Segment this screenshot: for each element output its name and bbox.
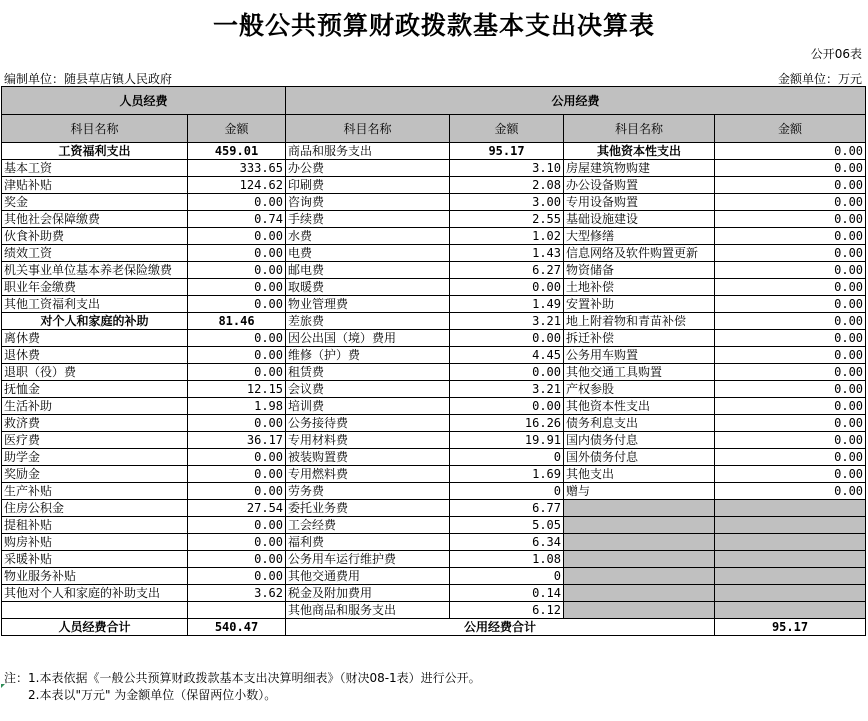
personnel-amount-cell: 0.00 xyxy=(188,534,286,551)
personnel-subject-cell: 其他社会保障缴费 xyxy=(2,211,188,228)
public-amount-cell: 16.26 xyxy=(450,415,564,432)
empty-cell xyxy=(715,517,866,534)
public-subject-cell: 专用燃料费 xyxy=(286,466,450,483)
personnel-amount-cell: 0.00 xyxy=(188,279,286,296)
personnel-amount-cell: 0.00 xyxy=(188,296,286,313)
personnel-amount-cell: 27.54 xyxy=(188,500,286,517)
table-row xyxy=(2,228,866,245)
public-amount-cell: 0.00 xyxy=(450,279,564,296)
public-subject-cell: 会议费 xyxy=(286,381,450,398)
table-row xyxy=(2,500,866,517)
public-amount-cell: 1.69 xyxy=(450,466,564,483)
table-row xyxy=(2,279,866,296)
personnel-subject-cell: 生产补贴 xyxy=(2,483,188,500)
public-subject-cell: 邮电费 xyxy=(286,262,450,279)
personnel-subject-cell: 对个人和家庭的补助 xyxy=(2,313,188,330)
capital-subject-cell: 信息网络及软件购置更新 xyxy=(564,245,715,262)
empty-cell xyxy=(715,500,866,517)
capital-subject-cell: 物资储备 xyxy=(564,262,715,279)
capital-amount-cell: 0.00 xyxy=(715,466,866,483)
table-row xyxy=(2,517,866,534)
capital-subject-cell: 国外债务付息 xyxy=(564,449,715,466)
capital-amount-cell: 0.00 xyxy=(715,415,866,432)
public-amount-cell: 2.55 xyxy=(450,211,564,228)
personnel-subject-cell: 住房公积金 xyxy=(2,500,188,517)
org-label: 编制单位：随县草店镇人民政府 xyxy=(4,72,173,86)
public-section-header: 公用经费 xyxy=(286,87,866,115)
public-amount-cell: 3.21 xyxy=(450,381,564,398)
table-row xyxy=(2,432,866,449)
capital-amount-cell: 0.00 xyxy=(715,483,866,500)
personnel-amount-cell: 0.00 xyxy=(188,466,286,483)
table-row xyxy=(2,381,866,398)
footnotes xyxy=(4,670,481,704)
capital-amount-cell: 0.00 xyxy=(715,194,866,211)
capital-subject-cell: 赠与 xyxy=(564,483,715,500)
personnel-subject-cell: 助学金 xyxy=(2,449,188,466)
empty-cell xyxy=(564,500,715,517)
capital-amount-cell: 0.00 xyxy=(715,143,866,160)
capital-subject-cell: 国内债务付息 xyxy=(564,432,715,449)
public-amount-cell: 1.49 xyxy=(450,296,564,313)
capital-subject-cell: 地上附着物和青苗补偿 xyxy=(564,313,715,330)
personnel-subject-cell: 其他对个人和家庭的补助支出 xyxy=(2,585,188,602)
capital-subject-cell: 拆迁补偿 xyxy=(564,330,715,347)
capital-subject-cell: 其他支出 xyxy=(564,466,715,483)
col-header-amount: 金额 xyxy=(188,115,286,143)
personnel-subject-cell: 其他工资福利支出 xyxy=(2,296,188,313)
personnel-amount-cell: 36.17 xyxy=(188,432,286,449)
table-row xyxy=(2,347,866,364)
public-subject-cell: 差旅费 xyxy=(286,313,450,330)
personnel-amount-cell xyxy=(188,602,286,619)
personnel-amount-cell: 0.00 xyxy=(188,483,286,500)
public-subject-cell: 咨询费 xyxy=(286,194,450,211)
table-row xyxy=(2,262,866,279)
public-subject-cell: 手续费 xyxy=(286,211,450,228)
personnel-amount-cell: 0.00 xyxy=(188,262,286,279)
public-amount-cell: 0.00 xyxy=(450,364,564,381)
public-subject-cell: 办公费 xyxy=(286,160,450,177)
personnel-amount-cell: 0.00 xyxy=(188,364,286,381)
personnel-subject-cell: 购房补贴 xyxy=(2,534,188,551)
empty-cell xyxy=(564,534,715,551)
public-subject-cell: 劳务费 xyxy=(286,483,450,500)
public-amount-cell: 6.12 xyxy=(450,602,564,619)
personnel-subject-cell: 机关事业单位基本养老保险缴费 xyxy=(2,262,188,279)
capital-amount-cell: 0.00 xyxy=(715,262,866,279)
capital-subject-cell: 土地补偿 xyxy=(564,279,715,296)
public-subject-cell: 因公出国（境）费用 xyxy=(286,330,450,347)
personnel-subject-cell: 绩效工资 xyxy=(2,245,188,262)
capital-subject-cell: 基础设施建设 xyxy=(564,211,715,228)
table-row xyxy=(2,449,866,466)
empty-cell xyxy=(564,517,715,534)
capital-subject-cell: 其他资本性支出 xyxy=(564,143,715,160)
personnel-amount-cell: 459.01 xyxy=(188,143,286,160)
capital-amount-cell: 0.00 xyxy=(715,211,866,228)
empty-cell xyxy=(564,551,715,568)
table-row xyxy=(2,364,866,381)
personnel-amount-cell: 0.00 xyxy=(188,415,286,432)
personnel-subject-cell: 退休费 xyxy=(2,347,188,364)
public-subject-cell: 公务接待费 xyxy=(286,415,450,432)
section-header-row xyxy=(2,87,866,115)
public-amount-cell: 1.08 xyxy=(450,551,564,568)
capital-amount-cell: 0.00 xyxy=(715,432,866,449)
public-amount-cell: 0.00 xyxy=(450,398,564,415)
public-subject-cell: 委托业务费 xyxy=(286,500,450,517)
capital-amount-cell: 0.00 xyxy=(715,177,866,194)
empty-cell xyxy=(715,568,866,585)
table-row xyxy=(2,330,866,347)
public-amount-cell: 3.00 xyxy=(450,194,564,211)
capital-subject-cell: 债务利息支出 xyxy=(564,415,715,432)
col-header-subject: 科目名称 xyxy=(564,115,715,143)
capital-subject-cell: 大型修缮 xyxy=(564,228,715,245)
public-amount-cell: 6.77 xyxy=(450,500,564,517)
public-amount-cell: 2.08 xyxy=(450,177,564,194)
capital-amount-cell: 0.00 xyxy=(715,347,866,364)
capital-amount-cell: 0.00 xyxy=(715,228,866,245)
empty-cell xyxy=(715,585,866,602)
capital-amount-cell: 0.00 xyxy=(715,449,866,466)
personnel-subject-cell: 离休费 xyxy=(2,330,188,347)
personnel-amount-cell: 0.00 xyxy=(188,347,286,364)
public-total-label: 公用经费合计 xyxy=(286,619,715,636)
public-subject-cell: 水费 xyxy=(286,228,450,245)
personnel-subject-cell: 物业服务补贴 xyxy=(2,568,188,585)
unit-label: 金额单位：万元 xyxy=(777,72,862,86)
personnel-amount-cell: 0.00 xyxy=(188,330,286,347)
personnel-amount-cell: 0.00 xyxy=(188,245,286,262)
personnel-subject-cell: 医疗费 xyxy=(2,432,188,449)
empty-cell xyxy=(715,534,866,551)
personnel-total-label: 人员经费合计 xyxy=(2,619,188,636)
public-amount-cell: 3.21 xyxy=(450,313,564,330)
public-amount-cell: 5.05 xyxy=(450,517,564,534)
public-subject-cell: 租赁费 xyxy=(286,364,450,381)
public-amount-cell: 3.10 xyxy=(450,160,564,177)
public-subject-cell: 税金及附加费用 xyxy=(286,585,450,602)
capital-subject-cell: 专用设备购置 xyxy=(564,194,715,211)
public-amount-cell: 1.02 xyxy=(450,228,564,245)
cell-marker-icon xyxy=(1,684,5,688)
personnel-subject-cell: 工资福利支出 xyxy=(2,143,188,160)
public-subject-cell: 培训费 xyxy=(286,398,450,415)
table-row xyxy=(2,398,866,415)
personnel-amount-cell: 0.00 xyxy=(188,551,286,568)
personnel-subject-cell: 救济费 xyxy=(2,415,188,432)
public-amount-cell: 19.91 xyxy=(450,432,564,449)
table-row xyxy=(2,211,866,228)
col-header-subject: 科目名称 xyxy=(286,115,450,143)
personnel-subject-cell: 采暖补贴 xyxy=(2,551,188,568)
personnel-amount-cell: 3.62 xyxy=(188,585,286,602)
personnel-subject-cell: 津贴补贴 xyxy=(2,177,188,194)
public-subject-cell: 其他商品和服务支出 xyxy=(286,602,450,619)
capital-subject-cell: 产权参股 xyxy=(564,381,715,398)
personnel-amount-cell: 0.74 xyxy=(188,211,286,228)
col-header-amount: 金额 xyxy=(715,115,866,143)
personnel-subject-cell: 伙食补助费 xyxy=(2,228,188,245)
totals-row xyxy=(2,619,866,636)
capital-amount-cell: 0.00 xyxy=(715,398,866,415)
public-amount-cell: 0.00 xyxy=(450,330,564,347)
table-row xyxy=(2,296,866,313)
personnel-subject-cell: 奖励金 xyxy=(2,466,188,483)
empty-cell xyxy=(564,602,715,619)
personnel-subject-cell: 退职（役）费 xyxy=(2,364,188,381)
public-amount-cell: 0 xyxy=(450,483,564,500)
empty-cell xyxy=(715,551,866,568)
public-subject-cell: 其他交通费用 xyxy=(286,568,450,585)
table-row xyxy=(2,313,866,330)
public-amount-cell: 95.17 xyxy=(450,143,564,160)
table-row xyxy=(2,194,866,211)
public-amount-cell: 0.14 xyxy=(450,585,564,602)
col-header-subject: 科目名称 xyxy=(2,115,188,143)
public-subject-cell: 公务用车运行维护费 xyxy=(286,551,450,568)
public-subject-cell: 物业管理费 xyxy=(286,296,450,313)
capital-subject-cell: 公务用车购置 xyxy=(564,347,715,364)
public-amount-cell: 6.27 xyxy=(450,262,564,279)
table-row xyxy=(2,551,866,568)
footnote-2: 2.本表以"万元" 为金额单位（保留两位小数）。 xyxy=(28,688,277,702)
public-subject-cell: 被装购置费 xyxy=(286,449,450,466)
public-subject-cell: 商品和服务支出 xyxy=(286,143,450,160)
public-amount-cell: 1.43 xyxy=(450,245,564,262)
personnel-subject-cell: 提租补贴 xyxy=(2,517,188,534)
public-amount-cell: 0 xyxy=(450,449,564,466)
capital-amount-cell: 0.00 xyxy=(715,364,866,381)
table-row xyxy=(2,602,866,619)
capital-subject-cell: 其他交通工具购置 xyxy=(564,364,715,381)
personnel-amount-cell: 333.65 xyxy=(188,160,286,177)
table-row xyxy=(2,160,866,177)
table-body xyxy=(2,87,866,636)
empty-cell xyxy=(715,602,866,619)
public-amount-cell: 6.34 xyxy=(450,534,564,551)
empty-cell xyxy=(564,568,715,585)
personnel-subject-cell: 奖金 xyxy=(2,194,188,211)
public-amount-cell: 4.45 xyxy=(450,347,564,364)
table-row xyxy=(2,483,866,500)
personnel-section-header: 人员经费 xyxy=(2,87,286,115)
personnel-subject-cell: 生活补助 xyxy=(2,398,188,415)
capital-amount-cell: 0.00 xyxy=(715,330,866,347)
expenditure-table xyxy=(1,86,866,636)
personnel-subject-cell: 抚恤金 xyxy=(2,381,188,398)
public-amount-cell: 0 xyxy=(450,568,564,585)
capital-amount-cell: 0.00 xyxy=(715,381,866,398)
table-row xyxy=(2,177,866,194)
public-subject-cell: 专用材料费 xyxy=(286,432,450,449)
table-number: 公开06表 xyxy=(810,47,862,61)
personnel-amount-cell: 1.98 xyxy=(188,398,286,415)
table-row xyxy=(2,466,866,483)
capital-amount-cell: 0.00 xyxy=(715,296,866,313)
table-row xyxy=(2,534,866,551)
table-row xyxy=(2,245,866,262)
table-row xyxy=(2,568,866,585)
capital-subject-cell: 安置补助 xyxy=(564,296,715,313)
public-subject-cell: 印刷费 xyxy=(286,177,450,194)
capital-amount-cell: 0.00 xyxy=(715,245,866,262)
public-subject-cell: 电费 xyxy=(286,245,450,262)
table-row xyxy=(2,415,866,432)
public-subject-cell: 福利费 xyxy=(286,534,450,551)
empty-cell xyxy=(564,585,715,602)
personnel-amount-cell: 0.00 xyxy=(188,228,286,245)
personnel-amount-cell: 81.46 xyxy=(188,313,286,330)
personnel-amount-cell: 0.00 xyxy=(188,568,286,585)
personnel-subject-cell xyxy=(2,602,188,619)
col-header-amount: 金额 xyxy=(450,115,564,143)
column-header-row xyxy=(2,115,866,143)
public-subject-cell: 取暖费 xyxy=(286,279,450,296)
personnel-subject-cell: 职业年金缴费 xyxy=(2,279,188,296)
public-subject-cell: 维修（护）费 xyxy=(286,347,450,364)
table-row xyxy=(2,585,866,602)
page-title: 一般公共预算财政拨款基本支出决算表 xyxy=(212,11,655,40)
public-total-amount: 95.17 xyxy=(715,619,866,636)
personnel-amount-cell: 12.15 xyxy=(188,381,286,398)
capital-subject-cell: 其他资本性支出 xyxy=(564,398,715,415)
personnel-amount-cell: 0.00 xyxy=(188,517,286,534)
capital-subject-cell: 办公设备购置 xyxy=(564,177,715,194)
public-subject-cell: 工会经费 xyxy=(286,517,450,534)
footnote-1: 注：1.本表依据《一般公共预算财政拨款基本支出决算明细表》（财决08-1表）进行公开。 xyxy=(4,671,481,685)
capital-amount-cell: 0.00 xyxy=(715,160,866,177)
personnel-amount-cell: 124.62 xyxy=(188,177,286,194)
personnel-total-amount: 540.47 xyxy=(188,619,286,636)
capital-amount-cell: 0.00 xyxy=(715,279,866,296)
capital-subject-cell: 房屋建筑物购建 xyxy=(564,160,715,177)
personnel-amount-cell: 0.00 xyxy=(188,449,286,466)
personnel-subject-cell: 基本工资 xyxy=(2,160,188,177)
personnel-amount-cell: 0.00 xyxy=(188,194,286,211)
table-row xyxy=(2,143,866,160)
capital-amount-cell: 0.00 xyxy=(715,313,866,330)
